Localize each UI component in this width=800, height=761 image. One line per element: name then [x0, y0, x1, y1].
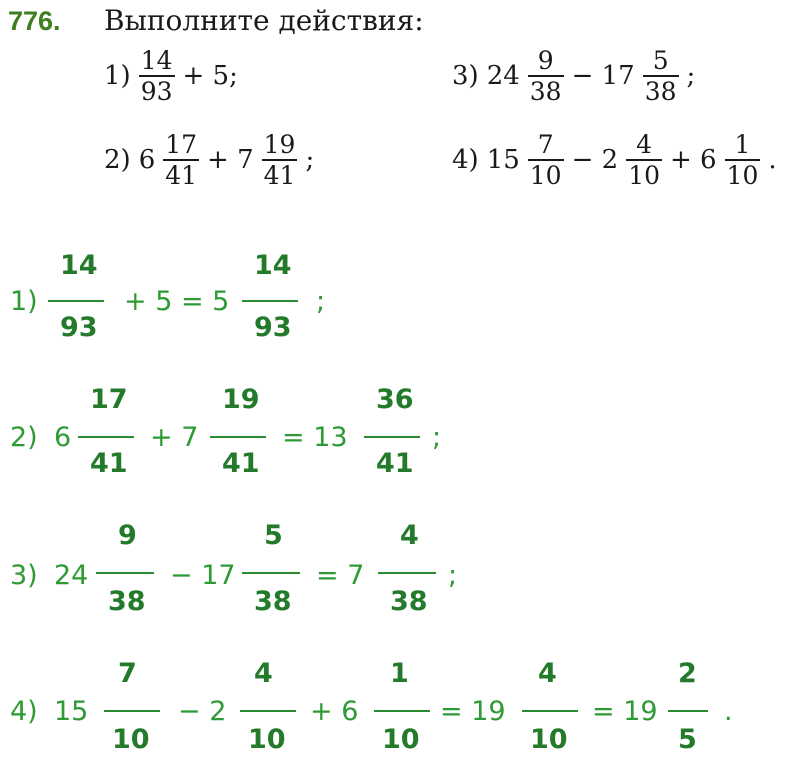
numerator: 5	[264, 520, 283, 551]
term-text: 15	[54, 696, 89, 727]
term-text: 6	[54, 422, 72, 453]
task-title: Выполните действия:	[104, 4, 424, 37]
fraction	[262, 132, 298, 188]
denominator: 93	[254, 312, 292, 343]
fraction	[163, 132, 199, 188]
term-text: = 19	[592, 696, 658, 727]
numerator: 14	[60, 250, 98, 281]
fraction-bar	[240, 710, 296, 712]
term-text: ;	[448, 560, 458, 591]
denominator: 38	[390, 586, 428, 617]
denominator: 41	[222, 448, 260, 479]
task-item-4	[452, 132, 777, 188]
task-item-label: 3)	[452, 61, 479, 91]
term-text: = 13	[282, 422, 348, 453]
denominator: 10	[382, 724, 420, 755]
solution-label: 2)	[10, 422, 38, 453]
denominator: 38	[254, 586, 292, 617]
denominator: 5	[678, 724, 697, 755]
fraction-bar	[668, 710, 708, 712]
numerator: 4	[538, 658, 557, 689]
numerator: 4	[636, 130, 653, 159]
fraction	[626, 132, 662, 188]
term-text: − 2	[571, 145, 619, 175]
term-text: + 5 = 5	[124, 286, 230, 317]
solution-label: 1)	[10, 286, 38, 317]
numerator: 17	[90, 384, 128, 415]
numerator: 7	[118, 658, 137, 689]
term-text: ;	[305, 145, 315, 175]
task-item-1	[104, 48, 238, 104]
numerator: 7	[537, 130, 554, 159]
denominator: 10	[112, 724, 150, 755]
term-text: ;	[686, 61, 696, 91]
term-text: + 6	[310, 696, 359, 727]
numerator: 14	[254, 250, 292, 281]
solution-label: 4)	[10, 696, 38, 727]
denominator: 10	[628, 161, 660, 190]
term-text: + 7	[207, 145, 254, 175]
numerator: 9	[118, 520, 137, 551]
fraction	[528, 132, 564, 188]
denominator: 10	[529, 161, 562, 190]
term-text: .	[768, 145, 777, 175]
fraction-bar	[96, 572, 154, 574]
task-item-label: 1)	[104, 61, 131, 91]
numerator: 4	[400, 520, 419, 551]
term-text: 6	[138, 145, 156, 175]
denominator: 38	[644, 77, 677, 106]
term-text: = 19	[440, 696, 506, 727]
denominator: 38	[108, 586, 146, 617]
denominator: 93	[140, 77, 173, 106]
task-item-label: 4)	[452, 145, 479, 175]
term-text: 24	[486, 61, 520, 91]
solution-label: 3)	[10, 560, 38, 591]
fraction-bar	[242, 300, 298, 302]
term-text: − 17	[571, 61, 635, 91]
numerator: 36	[376, 384, 414, 415]
term-text: − 2	[178, 696, 227, 727]
denominator: 41	[165, 161, 198, 190]
term-text: 15	[486, 145, 520, 175]
denominator: 10	[530, 724, 568, 755]
term-text: .	[724, 696, 733, 727]
denominator: 10	[726, 161, 759, 190]
numerator: 5	[652, 46, 669, 75]
fraction	[528, 48, 564, 104]
fraction-bar	[242, 572, 300, 574]
numerator: 4	[254, 658, 273, 689]
numerator: 14	[140, 46, 173, 75]
term-text: + 5;	[182, 61, 238, 91]
fraction	[725, 132, 761, 188]
fraction	[643, 48, 679, 104]
term-text: 24	[54, 560, 89, 591]
task-number: 776.	[8, 6, 61, 36]
task-item-label: 2)	[104, 145, 131, 175]
term-text: + 6	[670, 145, 717, 175]
denominator: 41	[263, 161, 296, 190]
term-text: + 7	[150, 422, 199, 453]
task-item-3	[452, 48, 695, 104]
fraction-bar	[364, 436, 420, 438]
term-text: ;	[432, 422, 442, 453]
numerator: 1	[734, 130, 751, 159]
fraction	[139, 48, 175, 104]
denominator: 93	[60, 312, 98, 343]
denominator: 41	[376, 448, 414, 479]
task-item-2	[104, 132, 314, 188]
term-text: − 17	[170, 560, 236, 591]
numerator: 17	[165, 130, 198, 159]
fraction-bar	[378, 572, 436, 574]
numerator: 19	[222, 384, 260, 415]
denominator: 38	[529, 77, 562, 106]
fraction-bar	[48, 300, 104, 302]
numerator: 9	[537, 46, 554, 75]
fraction-bar	[522, 710, 578, 712]
term-text: ;	[316, 286, 326, 317]
numerator: 2	[678, 658, 697, 689]
fraction-bar	[104, 710, 160, 712]
fraction-bar	[78, 436, 134, 438]
numerator: 19	[263, 130, 296, 159]
fraction-bar	[210, 436, 266, 438]
denominator: 10	[248, 724, 286, 755]
numerator: 1	[390, 658, 409, 689]
term-text: = 7	[316, 560, 365, 591]
denominator: 41	[90, 448, 128, 479]
fraction-bar	[374, 710, 430, 712]
